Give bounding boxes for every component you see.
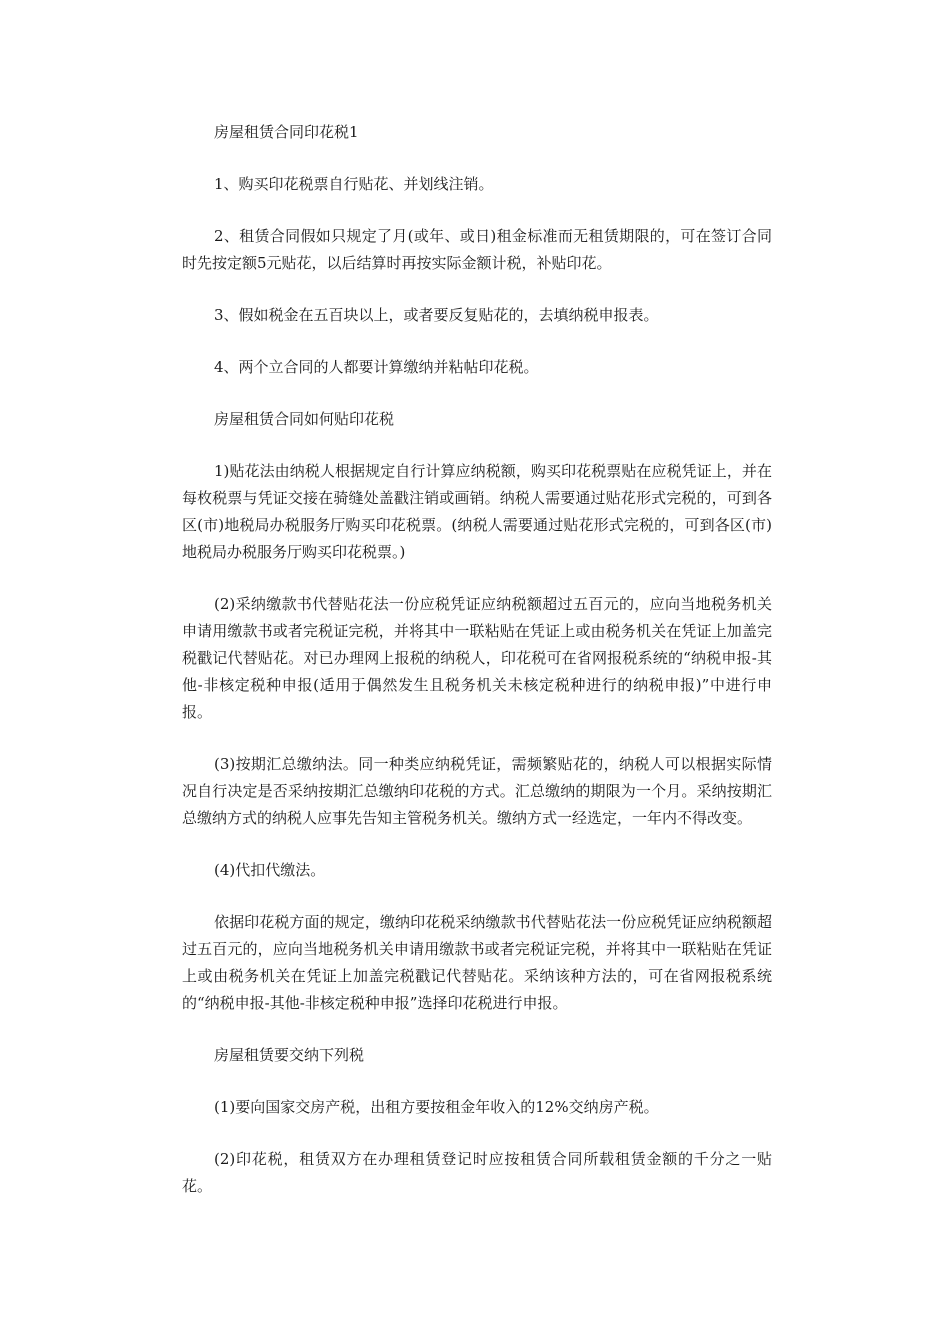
section-title-taxes-due: 房屋租赁要交纳下列税: [214, 1046, 365, 1064]
paragraph: 1)贴花法由纳税人根据规定自行计算应纳税额，购买印花税票贴在应税凭证上，并在每枚税票与凭证交接在骑缝处盖戳注销或画销。纳税人需要通过贴花形式完税的，可到各区(市)地税局办税服务厅购买印花税票。(纳税人需要通过贴花形式完税的，可到各区(市)地税局办税服务厅购买印花税票。): [182, 462, 772, 561]
paragraph: 3、假如税金在五百块以上，或者要反复贴花的，去填纳税申报表。: [214, 306, 659, 324]
paragraph: 1、购买印花税票自行贴花、并划线注销。: [214, 175, 494, 193]
paragraph: 2、租赁合同假如只规定了月(或年、或日)租金标准而无租赁期限的，可在签订合同时先按定额5元贴花，以后结算时再按实际金额计税，补贴印花。: [182, 227, 772, 272]
paragraph: 依据印花税方面的规定，缴纳印花税采纳缴款书代替贴花法一份应税凭证应纳税额超过五百元的，应向当地税务机关申请用缴款书或者完税证完税，并将其中一联粘贴在凭证上或由税务机关在凭证上加盖完税戳记代替贴花。采纳该种方法的，可在省网报税系统的“纳税申报-其他-非核定税种申报”选择印花税进行申报。: [182, 913, 772, 1012]
paragraph: (2)印花税，租赁双方在办理租赁登记时应按租赁合同所载租赁金额的千分之一贴花。: [182, 1150, 772, 1195]
section-title-stamp-tax: 房屋租赁合同印花税1: [214, 123, 359, 141]
paragraph: (3)按期汇总缴纳法。同一种类应纳税凭证，需频繁贴花的，纳税人可以根据实际情况自行决定是否采纳按期汇总缴纳印花税的方式。汇总缴纳的期限为一个月。采纳按期汇总缴纳方式的纳税人应事先告知主管税务机关。缴纳方式一经选定，一年内不得改变。: [182, 755, 772, 827]
paragraph: (2)采纳缴款书代替贴花法一份应税凭证应纳税额超过五百元的，应向当地税务机关申请用缴款书或者完税证完税，并将其中一联粘贴在凭证上或由税务机关在凭证上加盖完税戳记代替贴花。对已办理网上报税的纳税人，印花税可在省网报税系统的“纳税申报-其他-非核定税种申报(适用于偶然发生且税务机关未核定税种进行的纳税申报)”中进行申报。: [182, 595, 772, 721]
document-body: [182, 119, 772, 1225]
paragraph: 4、两个立合同的人都要计算缴纳并粘帖印花税。: [214, 358, 539, 376]
paragraph: (4)代扣代缴法。: [214, 861, 326, 879]
paragraph: (1)要向国家交房产税，出租方要按租金年收入的12%交纳房产税。: [214, 1098, 659, 1116]
section-title-how-to-stamp: 房屋租赁合同如何贴印花税: [214, 410, 395, 428]
